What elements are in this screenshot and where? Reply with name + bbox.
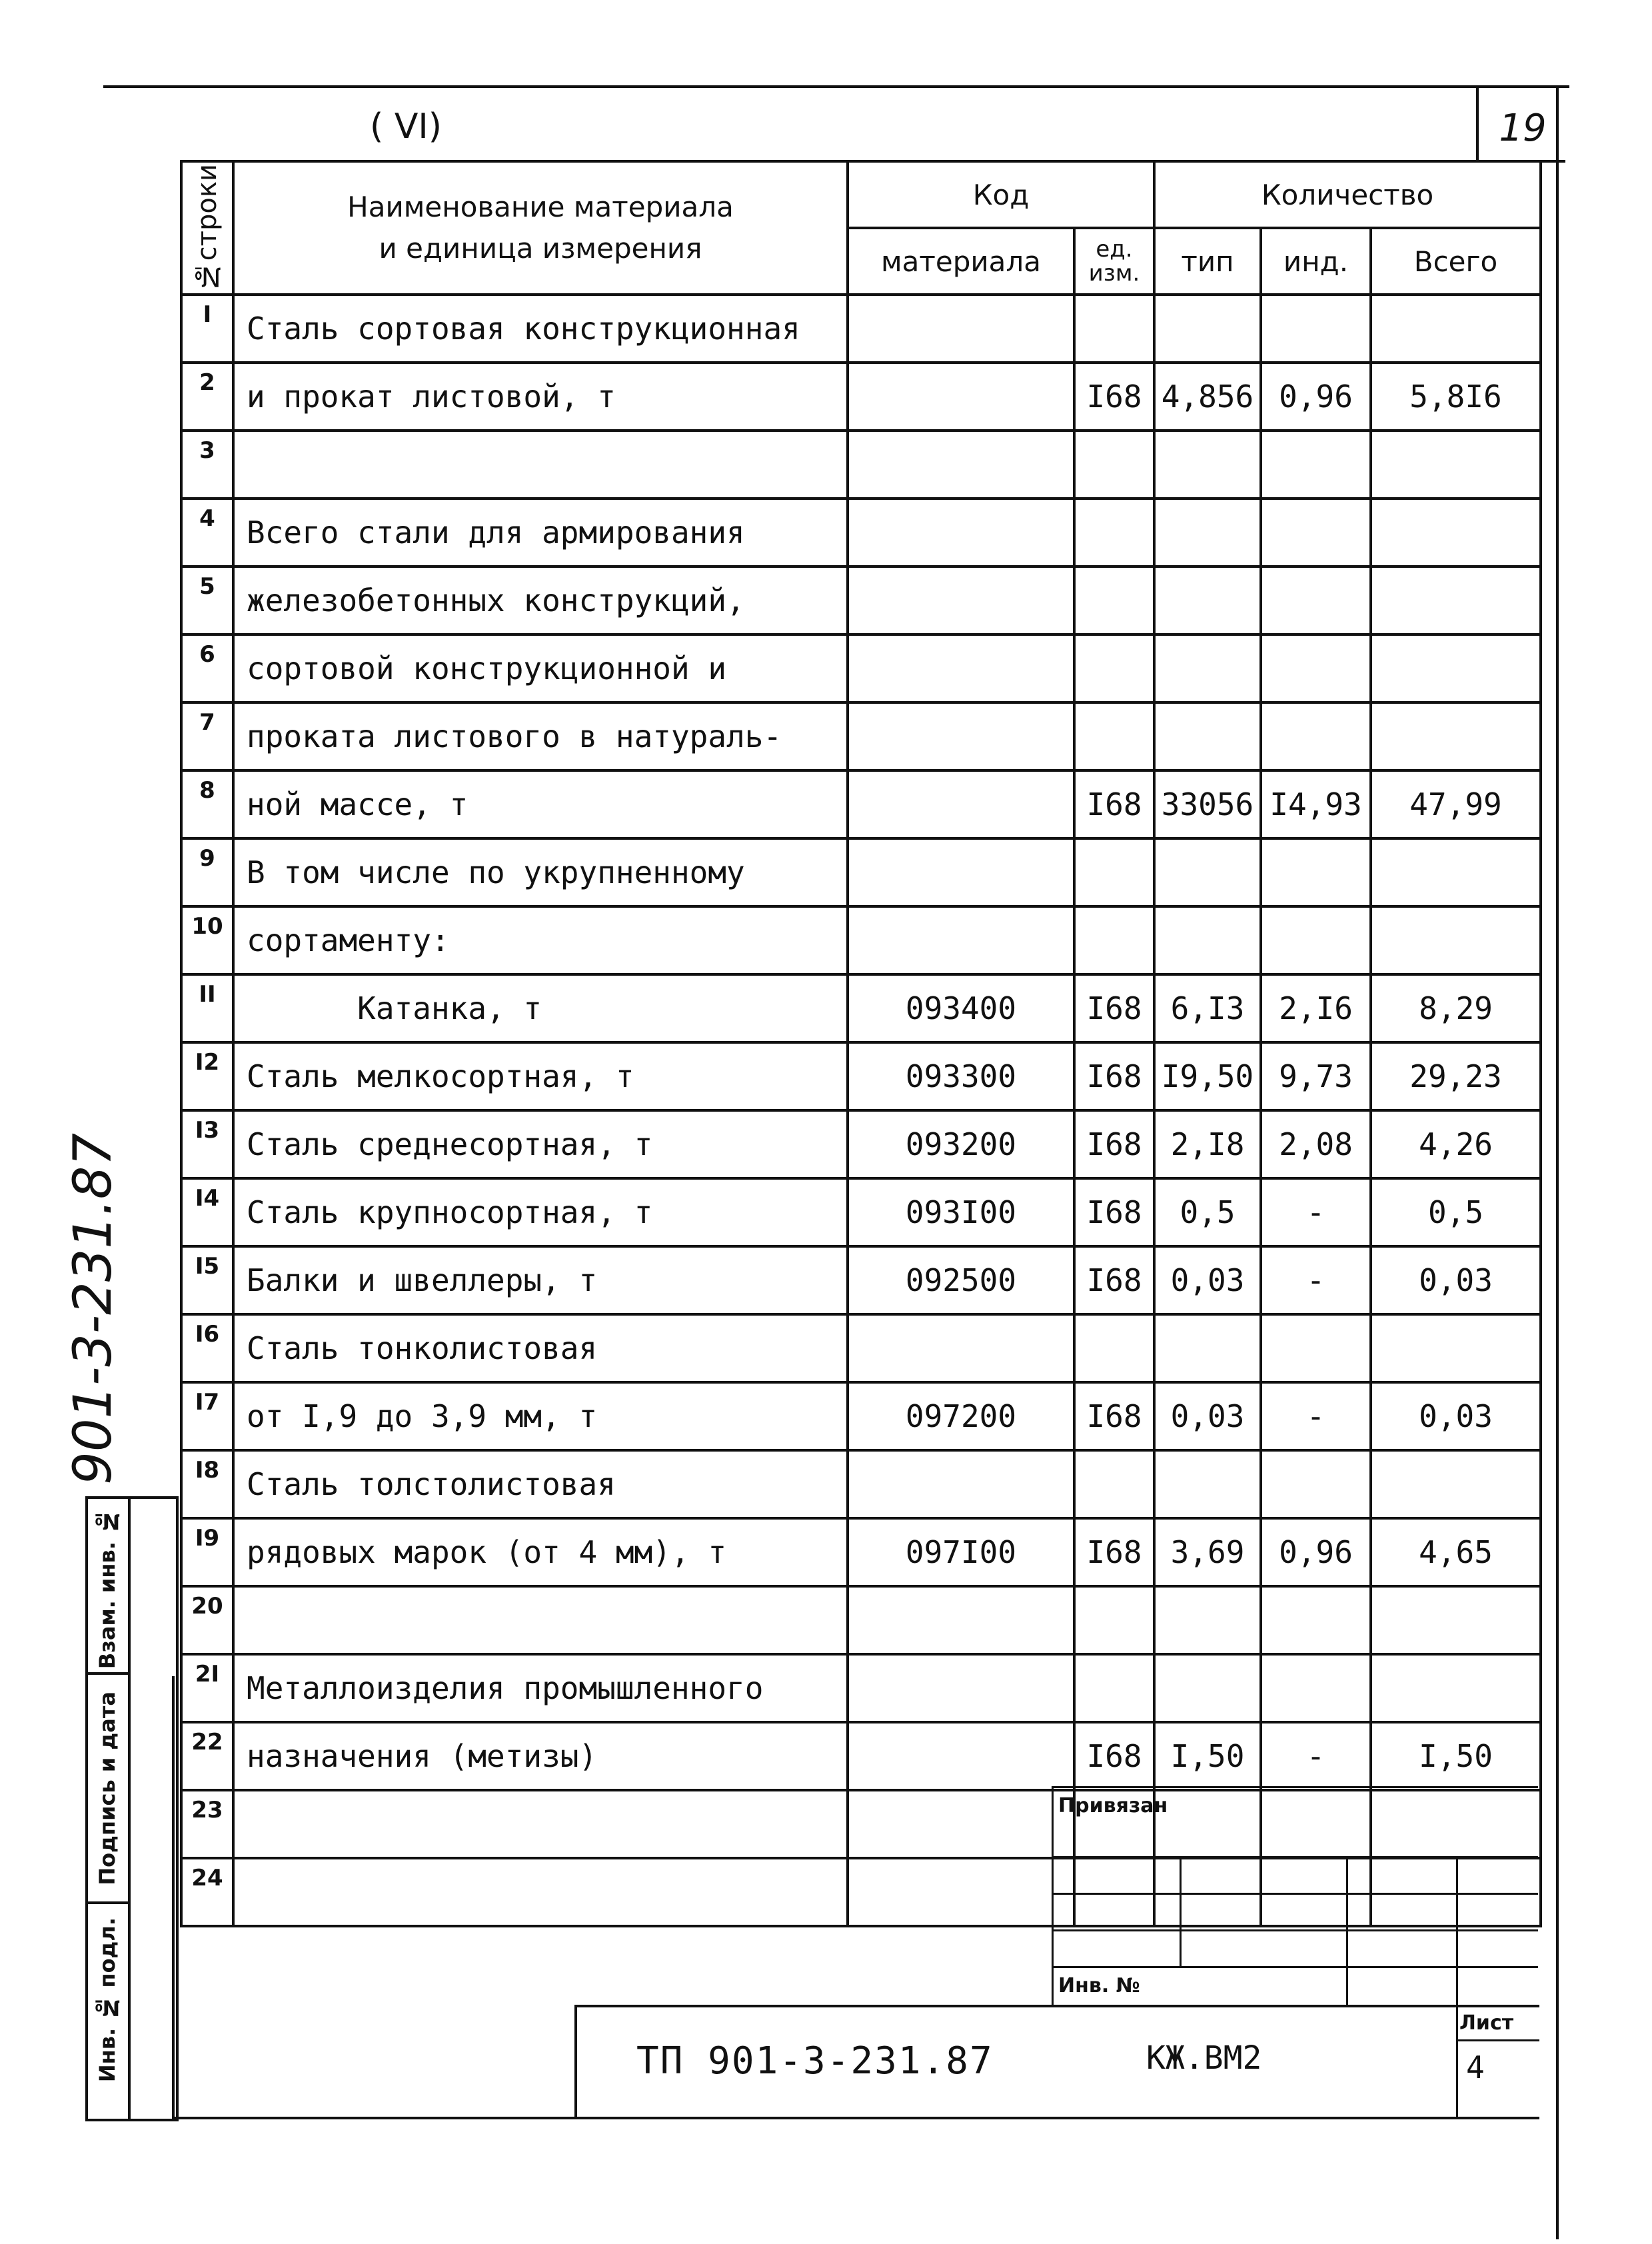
side-cell-sign (88, 1675, 131, 1904)
material-code (848, 431, 1074, 499)
qty-typ (1154, 1654, 1261, 1722)
material-name: Сталь толстолистовая (233, 1450, 848, 1518)
qty-ind (1261, 566, 1371, 634)
side-cell-vzam (88, 1499, 131, 1675)
table-row (181, 499, 1541, 566)
qty-typ (1154, 295, 1261, 363)
material-code: 097I00 (848, 1518, 1074, 1586)
row-number: 20 (181, 1586, 233, 1654)
unit-code (1074, 566, 1154, 634)
unit-code: I68 (1074, 1110, 1154, 1178)
row-number: 23 (181, 1790, 233, 1858)
qty-ind: - (1261, 1382, 1371, 1450)
row-number: I4 (181, 1178, 233, 1246)
inv-label: Инв. № (1058, 1974, 1140, 1997)
row-number: 3 (181, 431, 233, 499)
unit-code (1074, 1858, 1154, 1926)
qty-typ: 33056 (1154, 770, 1261, 838)
variant-label: ( VI) (370, 107, 442, 147)
row-number: 2I (181, 1654, 233, 1722)
sheet-number: 4 (1466, 2049, 1485, 2085)
header-total: Всего (1371, 228, 1541, 295)
material-name (233, 1858, 848, 1926)
qty-ind (1261, 295, 1371, 363)
material-name: и прокат листовой, т (233, 363, 848, 431)
table-row (181, 634, 1541, 702)
row-number: 4 (181, 499, 233, 566)
qty-ind (1261, 431, 1371, 499)
table-row (181, 770, 1541, 838)
material-name: Сталь тонколистовая (233, 1314, 848, 1382)
unit-code: I68 (1074, 974, 1154, 1042)
row-number: 10 (181, 906, 233, 974)
qty-typ: 0,03 (1154, 1382, 1261, 1450)
qty-total: 0,03 (1371, 1246, 1541, 1314)
tb-line (1052, 1966, 1538, 1968)
material-name: Сталь крупносортная, т (233, 1178, 848, 1246)
header-name: Наименование материала и единица измерения (233, 161, 848, 295)
row-number: I (181, 295, 233, 363)
material-code (848, 1314, 1074, 1382)
qty-typ (1154, 1450, 1261, 1518)
qty-ind: 9,73 (1261, 1042, 1371, 1110)
qty-total: I,50 (1371, 1722, 1541, 1790)
unit-code (1074, 1314, 1154, 1382)
qty-total: 8,29 (1371, 974, 1541, 1042)
material-name: от I,9 до 3,9 мм, т (233, 1382, 848, 1450)
row-number: 2 (181, 363, 233, 431)
material-code: 097200 (848, 1382, 1074, 1450)
qty-total (1371, 566, 1541, 634)
qty-ind: 2,I6 (1261, 974, 1371, 1042)
material-code (848, 499, 1074, 566)
unit-code: I68 (1074, 1382, 1154, 1450)
qty-typ (1154, 634, 1261, 702)
qty-ind (1261, 906, 1371, 974)
material-code: 093200 (848, 1110, 1074, 1178)
table-row (181, 1178, 1541, 1246)
row-number: I8 (181, 1450, 233, 1518)
material-name: железобетонных конструкций, (233, 566, 848, 634)
qty-total: 4,26 (1371, 1110, 1541, 1178)
material-code (848, 1450, 1074, 1518)
tb-line (1052, 1929, 1538, 1931)
qty-total: 4,65 (1371, 1518, 1541, 1586)
sheet-label: Лист (1459, 2011, 1514, 2035)
row-number: I5 (181, 1246, 233, 1314)
material-code (848, 295, 1074, 363)
row-number: 7 (181, 702, 233, 770)
table-row (181, 1450, 1541, 1518)
unit-code: I68 (1074, 770, 1154, 838)
row-number: 6 (181, 634, 233, 702)
qty-ind: 2,08 (1261, 1110, 1371, 1178)
row-number: 24 (181, 1858, 233, 1926)
qty-total: 47,99 (1371, 770, 1541, 838)
table-row (181, 1518, 1541, 1586)
unit-code (1074, 1450, 1154, 1518)
qty-ind (1261, 702, 1371, 770)
row-number: I6 (181, 1314, 233, 1382)
material-name: рядовых марок (от 4 мм), т (233, 1518, 848, 1586)
qty-total (1371, 634, 1541, 702)
side-cell-inv (88, 1904, 131, 2119)
table-row (181, 1722, 1541, 1790)
frame-bottom (172, 2117, 1539, 2119)
top-rule (103, 85, 1569, 88)
qty-total: 0,03 (1371, 1382, 1541, 1450)
qty-typ (1154, 1790, 1261, 1858)
qty-typ: 3,69 (1154, 1518, 1261, 1586)
qty-typ (1154, 1314, 1261, 1382)
unit-code (1074, 1654, 1154, 1722)
unit-code: I68 (1074, 363, 1154, 431)
qty-total (1371, 431, 1541, 499)
qty-ind: - (1261, 1178, 1371, 1246)
side-doc-code: 901-3-231.87 (63, 1133, 123, 1485)
unit-code: I68 (1074, 1178, 1154, 1246)
qty-total (1371, 906, 1541, 974)
qty-ind: 0,96 (1261, 1518, 1371, 1586)
unit-code: I68 (1074, 1246, 1154, 1314)
materials-table (180, 160, 1542, 1927)
qty-ind (1261, 499, 1371, 566)
qty-ind (1261, 1586, 1371, 1654)
qty-typ (1154, 1858, 1261, 1926)
qty-typ: 2,I8 (1154, 1110, 1261, 1178)
unit-code (1074, 499, 1154, 566)
table-row (181, 1586, 1541, 1654)
row-number: 5 (181, 566, 233, 634)
qty-total (1371, 1314, 1541, 1382)
qty-typ (1154, 702, 1261, 770)
header-ind: инд. (1261, 228, 1371, 295)
table-row (181, 566, 1541, 634)
table-row (181, 1110, 1541, 1178)
row-number: I3 (181, 1110, 233, 1178)
tb-line (1346, 1856, 1348, 2006)
qty-ind: - (1261, 1246, 1371, 1314)
material-name: проката листового в натураль- (233, 702, 848, 770)
document-code: ТП 901-3-231.87 (636, 2039, 994, 2083)
qty-total (1371, 1790, 1541, 1858)
unit-code (1074, 295, 1154, 363)
material-code (848, 1790, 1074, 1858)
side-stamp (85, 1496, 179, 2121)
qty-ind (1261, 634, 1371, 702)
qty-ind: I4,93 (1261, 770, 1371, 838)
row-number: 9 (181, 838, 233, 906)
qty-total: 0,5 (1371, 1178, 1541, 1246)
header-code: Код (848, 161, 1154, 228)
tb-line (1052, 1893, 1538, 1895)
material-code (848, 634, 1074, 702)
tb-line (1052, 1856, 1538, 1858)
unit-code: I68 (1074, 1722, 1154, 1790)
table-row (181, 1654, 1541, 1722)
table-row (181, 295, 1541, 363)
tb-line (1456, 2039, 1539, 2041)
material-name: Катанка, т (233, 974, 848, 1042)
qty-total (1371, 1654, 1541, 1722)
material-name: Балки и швеллеры, т (233, 1246, 848, 1314)
table-row (181, 1790, 1541, 1858)
material-code (848, 906, 1074, 974)
qty-typ (1154, 431, 1261, 499)
header-quantity: Количество (1154, 161, 1541, 228)
qty-ind (1261, 1654, 1371, 1722)
qty-total (1371, 499, 1541, 566)
material-name: сортаменту: (233, 906, 848, 974)
qty-ind (1261, 1314, 1371, 1382)
material-name (233, 1790, 848, 1858)
table-row (181, 1246, 1541, 1314)
tb-line (574, 2005, 1539, 2007)
qty-typ: 0,03 (1154, 1246, 1261, 1314)
header-unit: ед. изм. (1074, 228, 1154, 295)
table-row (181, 1858, 1541, 1926)
page-number: 19 (1499, 107, 1547, 150)
qty-ind (1261, 1450, 1371, 1518)
material-code (848, 838, 1074, 906)
row-number: I2 (181, 1042, 233, 1110)
qty-total (1371, 295, 1541, 363)
sheet-code: КЖ.ВМ2 (1146, 2039, 1262, 2077)
row-number: 8 (181, 770, 233, 838)
material-code (848, 770, 1074, 838)
header-material: материала (848, 228, 1074, 295)
qty-typ: I,50 (1154, 1722, 1261, 1790)
side-label-vzam: Взам. инв. № (95, 1509, 120, 1670)
qty-typ (1154, 906, 1261, 974)
qty-total (1371, 1450, 1541, 1518)
material-name: Металлоизделия промышленного (233, 1654, 848, 1722)
qty-ind (1261, 1790, 1371, 1858)
material-name: Сталь сортовая конструкционная (233, 295, 848, 363)
table-row (181, 906, 1541, 974)
material-code: 093I00 (848, 1178, 1074, 1246)
material-name: Сталь среднесортная, т (233, 1110, 848, 1178)
row-number: II (181, 974, 233, 1042)
table-row (181, 363, 1541, 431)
table-row (181, 838, 1541, 906)
table-row (181, 974, 1541, 1042)
material-code (848, 566, 1074, 634)
header-row-no: №строки (181, 161, 233, 295)
material-code: 092500 (848, 1246, 1074, 1314)
table-row (181, 431, 1541, 499)
material-name: В том числе по укрупненному (233, 838, 848, 906)
table-row (181, 702, 1541, 770)
qty-typ (1154, 1586, 1261, 1654)
material-code: 093400 (848, 974, 1074, 1042)
unit-code (1074, 702, 1154, 770)
tb-line (1180, 1856, 1182, 1966)
qty-ind: 0,96 (1261, 363, 1371, 431)
table-row (181, 1314, 1541, 1382)
material-code: 093300 (848, 1042, 1074, 1110)
row-number: I7 (181, 1382, 233, 1450)
material-code (848, 1722, 1074, 1790)
frame-outer-right (1556, 87, 1559, 2239)
qty-total (1371, 702, 1541, 770)
material-name: сортовой конструкционной и (233, 634, 848, 702)
row-number: I9 (181, 1518, 233, 1586)
unit-code: I68 (1074, 1042, 1154, 1110)
unit-code (1074, 1586, 1154, 1654)
material-code (848, 1586, 1074, 1654)
unit-code (1074, 431, 1154, 499)
unit-code: I68 (1074, 1518, 1154, 1586)
qty-total (1371, 838, 1541, 906)
qty-ind (1261, 1858, 1371, 1926)
material-name: Сталь мелкосортная, т (233, 1042, 848, 1110)
bound-label: Привязан (1058, 1794, 1168, 1817)
material-name (233, 431, 848, 499)
material-name: назначения (метизы) (233, 1722, 848, 1790)
row-number: 22 (181, 1722, 233, 1790)
header-typ: тип (1154, 228, 1261, 295)
material-name: ной массе, т (233, 770, 848, 838)
material-code (848, 1654, 1074, 1722)
qty-typ: 4,856 (1154, 363, 1261, 431)
qty-ind: - (1261, 1722, 1371, 1790)
tb-line (1052, 1786, 1054, 2006)
material-name (233, 1586, 848, 1654)
table-row (181, 1042, 1541, 1110)
table-row (181, 1382, 1541, 1450)
unit-code (1074, 838, 1154, 906)
unit-code (1074, 906, 1154, 974)
qty-typ (1154, 838, 1261, 906)
material-code (848, 363, 1074, 431)
qty-typ: 0,5 (1154, 1178, 1261, 1246)
tb-line (574, 2005, 577, 2119)
side-label-sign: Подпись и дата (95, 1691, 120, 1885)
unit-code (1074, 634, 1154, 702)
qty-typ: I9,50 (1154, 1042, 1261, 1110)
qty-total (1371, 1586, 1541, 1654)
qty-typ: 6,I3 (1154, 974, 1261, 1042)
qty-total: 29,23 (1371, 1042, 1541, 1110)
side-label-inv: Инв. № подл. (95, 1917, 120, 2083)
qty-typ (1154, 566, 1261, 634)
qty-ind (1261, 838, 1371, 906)
tb-line (1456, 1856, 1458, 2119)
material-code (848, 1858, 1074, 1926)
material-name: Всего стали для армирования (233, 499, 848, 566)
qty-total: 5,8I6 (1371, 363, 1541, 431)
qty-typ (1154, 499, 1261, 566)
material-code (848, 702, 1074, 770)
tb-line (1052, 1786, 1538, 1788)
